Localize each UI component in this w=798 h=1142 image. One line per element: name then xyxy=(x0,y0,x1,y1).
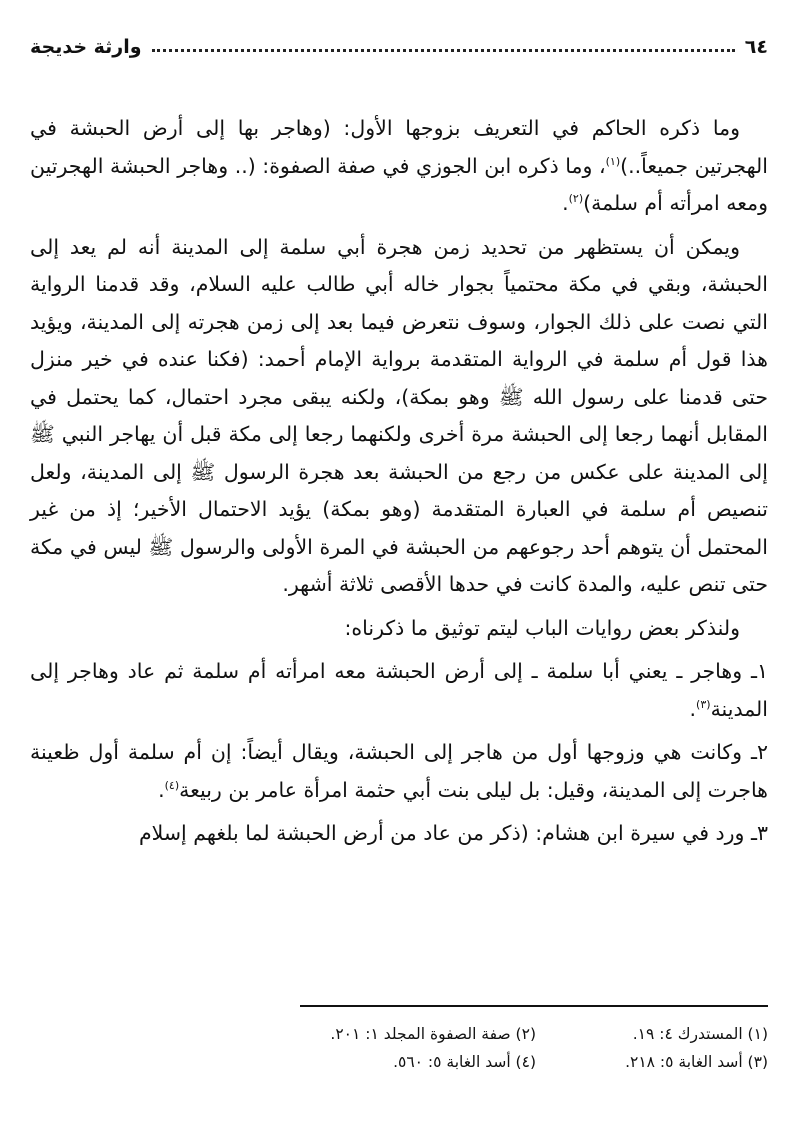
paragraph-2: ويمكن أن يستظهر من تحديد زمن هجرة أبي سلمة إلى المدينة أنه لم يعد إلى الحبشة، وبقي في مكة محتمياً بجوار خاله أبي طالب عليه السلام، وقد قدمنا الرواية التي نصت على ذلك الجوار، وسوف نتعرض فيما بعد إلى زمن هجرته إلى المدينة، ويؤيد هذا قول أم سلمة في الرواية المتقدمة برواية الإمام أحمد: (فكنا عنده في خير منزل حتى قدمنا على رسول الله ﷺ وهو بمكة)، ولكنه يبقى مجرد احتمال، كما يحتمل في المقابل أنهما رجعا إلى الحبشة مرة أخرى ولكنهما رجعا إلى مكة قبل أن يهاجر النبي ﷺ إلى المدينة على عكس من رجع من الحبشة بعد هجرة الرسول ﷺ إلى المدينة، ولعل تنصيص أم سلمة في العبارة المتقدمة (وهو بمكة) يؤيد الاحتمال الأخير؛ إذ من غير المحتمل أن يتوهم أحد رجوعهم من الحبشة في المرة الأولى والرسول ﷺ ليس في مكة حتى تنص عليه، والمدة كانت في حدها الأقصى ثلاثة أشهر. xyxy=(30,234,768,596)
running-header xyxy=(30,24,768,58)
page-number: ٦٤ xyxy=(744,36,768,58)
body-text xyxy=(30,110,768,853)
header-dot-leader xyxy=(152,49,735,52)
footnote-ref-3: (٣) xyxy=(696,697,711,711)
footnote-3: (٣) أسد الغابة ٥: ٢١٨. xyxy=(625,1053,768,1071)
book-page xyxy=(30,24,768,1124)
footnote-ref-1: (١) xyxy=(605,154,621,168)
list-item-2: ٢ـ وكانت هي وزوجها أول من هاجر إلى الحبشة، ويقال أيضاً: إن أم سلمة أول ظعينة هاجرت إلى المدينة، وقيل: بل ليلى بنت أبي حثمة امرأة عامر بن ربيعة$^{(٤)}$. xyxy=(30,740,768,802)
list-item-1: ١ـ وهاجر ـ يعني أبا سلمة ـ إلى أرض الحبشة معه امرأته أم سلمة ثم عاد وهاجر إلى المدينة$^{(٣)}$. xyxy=(30,659,768,721)
footnote-ref-4: (٤) xyxy=(164,778,180,792)
paragraph-3: ولنذكر بعض روايات الباب ليتم توثيق ما ذكرناه: xyxy=(344,615,740,640)
footnote-4: (٤) أسد الغابة ٥: ٥٦٠. xyxy=(393,1053,536,1071)
list-item-3: ٣ـ ورد في سيرة ابن هشام: (ذكر من عاد من أرض الحبشة لما بلغهم إسلام xyxy=(138,821,768,845)
footnote-separator xyxy=(300,1005,768,1007)
footnote-row xyxy=(30,1020,768,1048)
paragraph-1: وما ذكره الحاكم في التعريف بزوجها الأول: (وهاجر بها إلى أرض الحبشة في الهجرتين جميعاً..)$^{(١)}$، وما ذكره ابن الجوزي في صفة الصفوة: (.. وهاجر الحبشة الهجرتين ومعه امرأته أم سلمة)$^{(٢)}$. xyxy=(30,116,768,215)
footnote-1: (١) المستدرك ٤: ١٩. xyxy=(632,1025,768,1043)
book-title: وارثة خديجة xyxy=(30,36,142,58)
footnote-row xyxy=(30,1048,768,1076)
footnote-2: (٢) صفة الصفوة المجلد ١: ٢٠١. xyxy=(330,1025,536,1043)
footnotes xyxy=(30,1020,768,1076)
footnote-ref-2: (٢) xyxy=(568,192,584,206)
